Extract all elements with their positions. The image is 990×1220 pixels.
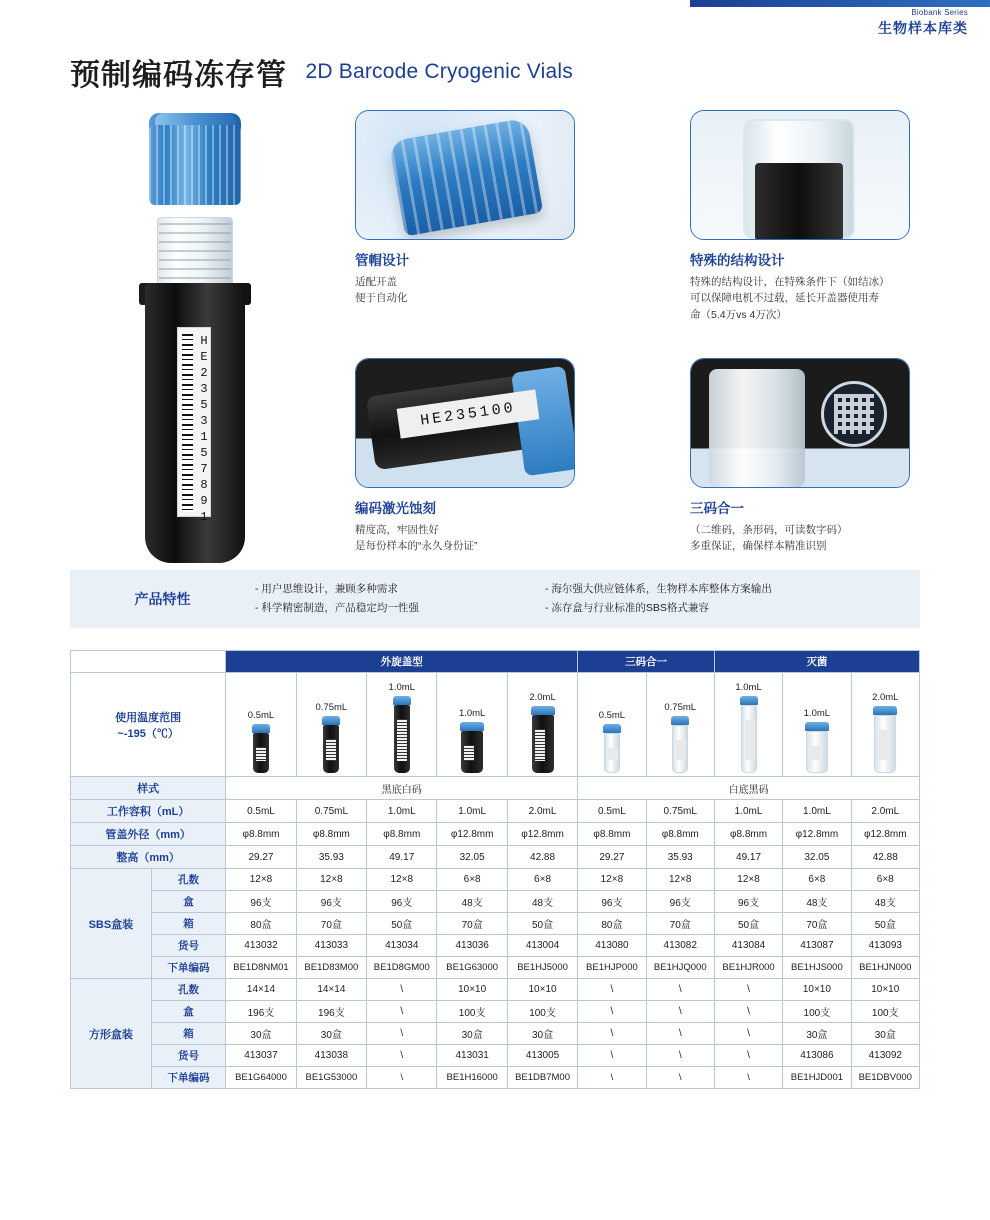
tube-size-label: 0.75mL xyxy=(315,702,348,713)
temp-label-line2: ~-195（℃） xyxy=(117,727,179,740)
cell: 2.0mL xyxy=(507,800,577,823)
cell: 10×10 xyxy=(851,979,919,1001)
tube-label-icon xyxy=(810,746,820,760)
cell: 100支 xyxy=(437,1001,507,1023)
cell: 80盒 xyxy=(578,913,646,935)
tube-label-icon xyxy=(535,729,545,761)
cell: 0.5mL xyxy=(226,800,296,823)
tube-label-icon xyxy=(608,748,618,760)
cell: φ8.8mm xyxy=(578,823,646,846)
characteristics-title: 产品特性 xyxy=(134,591,191,607)
datamatrix-icon xyxy=(821,381,887,447)
table-row-style xyxy=(71,777,920,800)
cell: 100支 xyxy=(851,1001,919,1023)
header-spacer xyxy=(71,651,226,673)
group-header-sterile: 灭菌 xyxy=(714,651,919,673)
cell: 12×8 xyxy=(714,869,782,891)
row-label-box: 盒 xyxy=(151,1001,226,1023)
header-accent-bar xyxy=(690,0,990,7)
feature-line-1: 特殊的结构设计，在特殊条件下（如结冰） xyxy=(690,276,890,288)
three-codes-photo xyxy=(690,358,910,488)
feature-line-1: 精度高，牢固性好 xyxy=(355,524,439,536)
feature-line-2: 是每份样本的“永久身份证” xyxy=(355,540,478,553)
characteristic-item: - 用户思维设计，兼顾多种需求 xyxy=(255,582,398,595)
tube-cell xyxy=(296,673,366,777)
hero-cap-ridges xyxy=(149,125,241,205)
cell: \ xyxy=(367,1001,437,1023)
cell: φ8.8mm xyxy=(226,823,296,846)
cell: 50盒 xyxy=(851,913,919,935)
tube-cell xyxy=(437,673,507,777)
cell: 96支 xyxy=(646,891,714,913)
cell: 96支 xyxy=(367,891,437,913)
cell: 70盒 xyxy=(646,913,714,935)
tube-cell xyxy=(646,673,714,777)
cell: 14×14 xyxy=(296,979,366,1001)
cell: 12×8 xyxy=(646,869,714,891)
cell: 196支 xyxy=(226,1001,296,1023)
structure-photo xyxy=(690,110,910,240)
cell: 96支 xyxy=(226,891,296,913)
cell: BE1HJS000 xyxy=(783,957,851,979)
cell: 42.88 xyxy=(851,846,919,869)
tube-body-dark xyxy=(532,715,554,773)
laser-etch-code: HE235100 xyxy=(397,389,540,438)
cell: BE1G53000 xyxy=(296,1067,366,1089)
table-row-total-height xyxy=(71,846,920,869)
feature-text xyxy=(690,274,920,323)
tube-size-label: 0.75mL xyxy=(664,702,697,713)
three-codes-vial xyxy=(709,369,805,487)
cell: \ xyxy=(714,1045,782,1067)
table-row-sbs-ordercode xyxy=(71,957,920,979)
cell: 10×10 xyxy=(437,979,507,1001)
cell: \ xyxy=(578,1023,646,1045)
cell: 413038 xyxy=(296,1045,366,1067)
tube-size-label: 1.0mL xyxy=(803,708,831,719)
cell: BE1HJR000 xyxy=(714,957,782,979)
spec-table xyxy=(70,650,920,1089)
cell: 0.75mL xyxy=(646,800,714,823)
tube-cap-icon xyxy=(740,696,758,705)
cell: 413087 xyxy=(783,935,851,957)
row-label-part-number: 货号 xyxy=(151,935,226,957)
cell: 42.88 xyxy=(507,846,577,869)
cell: \ xyxy=(646,1001,714,1023)
row-label-order-code: 下单编码 xyxy=(151,957,226,979)
cell: 32.05 xyxy=(437,846,507,869)
cell: 29.27 xyxy=(578,846,646,869)
cell: 0.5mL xyxy=(578,800,646,823)
cell: BE1HJP000 xyxy=(578,957,646,979)
cell: 48支 xyxy=(783,891,851,913)
cell: φ8.8mm xyxy=(714,823,782,846)
cell: 413086 xyxy=(783,1045,851,1067)
cell: 6×8 xyxy=(437,869,507,891)
feature-line-3: 命（5.4万vs 4万次） xyxy=(690,308,787,321)
cell: 48支 xyxy=(437,891,507,913)
row-label-total-height: 整高（mm） xyxy=(71,846,226,869)
cell: 70盒 xyxy=(296,913,366,935)
cell: 413031 xyxy=(437,1045,507,1067)
cell: 2.0mL xyxy=(851,800,919,823)
cell: 30盒 xyxy=(851,1023,919,1045)
tube-body-dark xyxy=(323,725,339,773)
tube-size-label: 1.0mL xyxy=(735,682,762,693)
three-codes-photo-bg xyxy=(691,359,909,487)
cell: 12×8 xyxy=(296,869,366,891)
tube-size-label: 1.0mL xyxy=(458,708,486,719)
cell: \ xyxy=(646,1023,714,1045)
cap-photo-ridges xyxy=(389,118,544,237)
cell: BE1HJQ000 xyxy=(646,957,714,979)
cell: BE1G64000 xyxy=(226,1067,296,1089)
barcode-bars-icon xyxy=(182,334,193,512)
tube-body-clear xyxy=(874,715,896,773)
tube-body-clear xyxy=(741,705,757,773)
table-row-sbs-carton xyxy=(71,913,920,935)
row-label-part-number: 货号 xyxy=(151,1045,226,1067)
cell: BE1HJN000 xyxy=(851,957,919,979)
cell: 32.05 xyxy=(783,846,851,869)
tube-cap-icon xyxy=(252,724,270,733)
cell: \ xyxy=(646,1045,714,1067)
tube-label-icon xyxy=(676,740,686,760)
cell: 413092 xyxy=(851,1045,919,1067)
table-row-sbs-box xyxy=(71,891,920,913)
tube-size-label: 0.5mL xyxy=(247,710,275,721)
row-label-carton: 箱 xyxy=(151,1023,226,1045)
characteristic-item: - 冻存盒与行业标准的SBS格式兼容 xyxy=(545,602,709,614)
cell: BE1D8GM00 xyxy=(367,957,437,979)
cell: 70盒 xyxy=(437,913,507,935)
row-label-cap-diameter: 管盖外径（mm） xyxy=(71,823,226,846)
cell: \ xyxy=(714,1067,782,1089)
tube-cap-icon xyxy=(322,716,340,725)
style-value-clear: 白底黑码 xyxy=(578,777,920,800)
cell: 413082 xyxy=(646,935,714,957)
cell: 6×8 xyxy=(507,869,577,891)
tube-cap-icon xyxy=(531,706,555,715)
table-row-cap-diameter xyxy=(71,823,920,846)
tube-cell xyxy=(714,673,782,777)
table-row-sbs-partno xyxy=(71,935,920,957)
cap-photo-bg xyxy=(356,111,574,239)
tube-body-clear xyxy=(604,733,620,773)
feature-title: 编码激光蚀刻 xyxy=(355,501,436,516)
cell: 48支 xyxy=(507,891,577,913)
tube-label-icon xyxy=(256,747,266,761)
cell: 96支 xyxy=(578,891,646,913)
tube-cap-icon xyxy=(393,696,411,705)
feature-structure-design xyxy=(690,110,920,323)
hero-barcode-text: HE2353157891 xyxy=(197,334,211,526)
cell: BE1HJ5000 xyxy=(507,957,577,979)
tube-label-icon xyxy=(326,739,336,761)
group-header-three-codes: 三码合一 xyxy=(578,651,715,673)
cell: 50盒 xyxy=(367,913,437,935)
cell: 35.93 xyxy=(646,846,714,869)
cell: 10×10 xyxy=(507,979,577,1001)
cell: 413036 xyxy=(437,935,507,957)
page-title-en: 2D Barcode Cryogenic Vials xyxy=(305,60,573,83)
cell: BE1DBV000 xyxy=(851,1067,919,1089)
tube-cap-icon xyxy=(603,724,621,733)
cell: \ xyxy=(714,979,782,1001)
header-band xyxy=(0,0,990,36)
cell: 50盒 xyxy=(507,913,577,935)
row-label-holes: 孔数 xyxy=(151,979,226,1001)
cell: 96支 xyxy=(714,891,782,913)
characteristics-col-2 xyxy=(545,580,915,619)
cell: 96支 xyxy=(296,891,366,913)
cell: 30盒 xyxy=(507,1023,577,1045)
cell: 413033 xyxy=(296,935,366,957)
cell: 6×8 xyxy=(783,869,851,891)
page-title xyxy=(70,50,930,90)
cell: 35.93 xyxy=(296,846,366,869)
feature-line-2: 便于自动化 xyxy=(355,292,408,305)
cell: 413004 xyxy=(507,935,577,957)
cell: \ xyxy=(367,979,437,1001)
tube-body-dark xyxy=(461,731,483,773)
cell: 49.17 xyxy=(714,846,782,869)
cell: \ xyxy=(578,1001,646,1023)
tube-cell xyxy=(851,673,919,777)
cell: 1.0mL xyxy=(783,800,851,823)
cell: \ xyxy=(714,1001,782,1023)
row-label-box: 盒 xyxy=(151,891,226,913)
tube-cap-icon xyxy=(873,706,897,715)
row-label-order-code: 下单编码 xyxy=(151,1067,226,1089)
tube-cell xyxy=(783,673,851,777)
cell: \ xyxy=(578,979,646,1001)
row-label-sbs-box: SBS盒装 xyxy=(71,869,152,979)
cell: BE1DB7M00 xyxy=(507,1067,577,1089)
cell: 0.75mL xyxy=(296,800,366,823)
row-label-square-box: 方形盒装 xyxy=(71,979,152,1089)
product-characteristics xyxy=(70,570,920,628)
table-row-square-carton xyxy=(71,1023,920,1045)
table-row-sbs-holes xyxy=(71,869,920,891)
tube-body-clear xyxy=(672,725,688,773)
cell: \ xyxy=(646,979,714,1001)
cell: 413084 xyxy=(714,935,782,957)
structure-photo-dark-tube xyxy=(755,163,843,240)
cell: 413080 xyxy=(578,935,646,957)
cell: φ8.8mm xyxy=(646,823,714,846)
cap-photo xyxy=(355,110,575,240)
cell: 413032 xyxy=(226,935,296,957)
cell: BE1HJD001 xyxy=(783,1067,851,1089)
feature-line-2: 可以保障电机不过载，延长开盖器使用寿 xyxy=(690,292,879,305)
hero-product-image xyxy=(105,105,305,555)
group-header-external-thread: 外旋盖型 xyxy=(226,651,578,673)
cell: BE1D8NM01 xyxy=(226,957,296,979)
cell: 30盒 xyxy=(296,1023,366,1045)
cell: \ xyxy=(367,1067,437,1089)
cell: 12×8 xyxy=(578,869,646,891)
cell: φ8.8mm xyxy=(296,823,366,846)
tube-body-dark xyxy=(394,705,410,773)
feature-text xyxy=(355,274,585,307)
cell: 70盒 xyxy=(783,913,851,935)
table-row-square-ordercode xyxy=(71,1067,920,1089)
cell: \ xyxy=(367,1045,437,1067)
row-label-style: 样式 xyxy=(71,777,226,800)
cell: φ8.8mm xyxy=(367,823,437,846)
row-label-carton: 箱 xyxy=(151,913,226,935)
cell: 413037 xyxy=(226,1045,296,1067)
table-tube-image-row xyxy=(71,673,920,777)
cell: BE1H16000 xyxy=(437,1067,507,1089)
tube-size-label: 0.5mL xyxy=(598,710,626,721)
cell: BE1D83M00 xyxy=(296,957,366,979)
table-row-square-partno xyxy=(71,1045,920,1067)
cell: 12×8 xyxy=(226,869,296,891)
cell: φ12.8mm xyxy=(783,823,851,846)
cell: \ xyxy=(578,1067,646,1089)
table-group-header-row xyxy=(71,651,920,673)
cell: 50盒 xyxy=(714,913,782,935)
feature-three-codes xyxy=(690,358,920,555)
cell: 29.27 xyxy=(226,846,296,869)
tube-body-clear xyxy=(806,731,828,773)
cell: 100支 xyxy=(783,1001,851,1023)
characteristic-item: - 科学精密制造，产品稳定均一性强 xyxy=(255,602,419,614)
cell: 196支 xyxy=(296,1001,366,1023)
feature-title: 特殊的结构设计 xyxy=(690,253,785,268)
cell: \ xyxy=(714,1023,782,1045)
row-label-holes: 孔数 xyxy=(151,869,226,891)
cell: 10×10 xyxy=(783,979,851,1001)
cell: 1.0mL xyxy=(437,800,507,823)
cell: 1.0mL xyxy=(714,800,782,823)
cell: φ12.8mm xyxy=(851,823,919,846)
tube-size-label: 1.0mL xyxy=(388,682,415,693)
characteristic-item: - 海尔强大供应链体系，生物样本库整体方案输出 xyxy=(545,582,772,595)
hero-barcode-label xyxy=(177,327,211,526)
tube-cap-icon xyxy=(671,716,689,725)
row-label-temperature-range xyxy=(71,673,226,777)
characteristics-col-1 xyxy=(255,580,545,619)
cell: φ12.8mm xyxy=(507,823,577,846)
cell: 413034 xyxy=(367,935,437,957)
feature-line-1: 适配开盖 xyxy=(355,276,397,288)
tube-label-icon xyxy=(397,719,407,761)
series-label-cn: 生物样本库类 xyxy=(878,20,968,36)
cell: 30盒 xyxy=(783,1023,851,1045)
style-value-dark: 黑底白码 xyxy=(226,777,578,800)
tube-label-icon xyxy=(464,745,474,761)
cell: 49.17 xyxy=(367,846,437,869)
temp-label-line1: 使用温度范围 xyxy=(115,711,182,724)
tube-label-icon xyxy=(745,720,755,760)
feature-laser-etching xyxy=(355,358,585,555)
tube-body-dark xyxy=(253,733,269,773)
tube-size-label: 2.0mL xyxy=(529,692,556,703)
cell: 1.0mL xyxy=(367,800,437,823)
cell: \ xyxy=(646,1067,714,1089)
cell: 6×8 xyxy=(851,869,919,891)
feature-line-2: 多重保证，确保样本精准识别 xyxy=(690,540,827,553)
page-title-cn: 预制编码冻存管 xyxy=(70,59,287,92)
table-row-working-volume xyxy=(71,800,920,823)
cell: 14×14 xyxy=(226,979,296,1001)
cell: \ xyxy=(367,1023,437,1045)
tube-size-label: 2.0mL xyxy=(872,692,899,703)
tube-cap-icon xyxy=(805,722,829,731)
cell: φ12.8mm xyxy=(437,823,507,846)
tube-cell xyxy=(367,673,437,777)
cell: 100支 xyxy=(507,1001,577,1023)
feature-title: 三码合一 xyxy=(690,501,744,516)
row-label-working-volume: 工作容积（mL） xyxy=(71,800,226,823)
series-label-en: Biobank Series xyxy=(911,8,968,17)
tube-label-icon xyxy=(878,730,888,760)
cell: \ xyxy=(578,1045,646,1067)
feature-cap-design xyxy=(355,110,585,307)
hero-neck-threads xyxy=(159,223,231,281)
laser-etch-photo-bg xyxy=(356,359,574,487)
structure-photo-bg xyxy=(691,111,909,239)
cell: 48支 xyxy=(851,891,919,913)
tube-cap-icon xyxy=(460,722,484,731)
tube-cell xyxy=(226,673,296,777)
cell: 12×8 xyxy=(367,869,437,891)
cell: 30盒 xyxy=(437,1023,507,1045)
feature-text xyxy=(690,522,920,555)
feature-text xyxy=(355,522,585,555)
feature-line-1: （二维码，条形码，可读数字码） xyxy=(690,524,848,536)
feature-title: 管帽设计 xyxy=(355,253,409,268)
cell: 413093 xyxy=(851,935,919,957)
cell: 80盒 xyxy=(226,913,296,935)
table-row-square-box xyxy=(71,1001,920,1023)
cell: 413005 xyxy=(507,1045,577,1067)
tube-cell xyxy=(578,673,646,777)
cell: BE1G63000 xyxy=(437,957,507,979)
laser-etch-photo xyxy=(355,358,575,488)
cell: 30盒 xyxy=(226,1023,296,1045)
tube-cell xyxy=(507,673,577,777)
table-row-square-holes xyxy=(71,979,920,1001)
